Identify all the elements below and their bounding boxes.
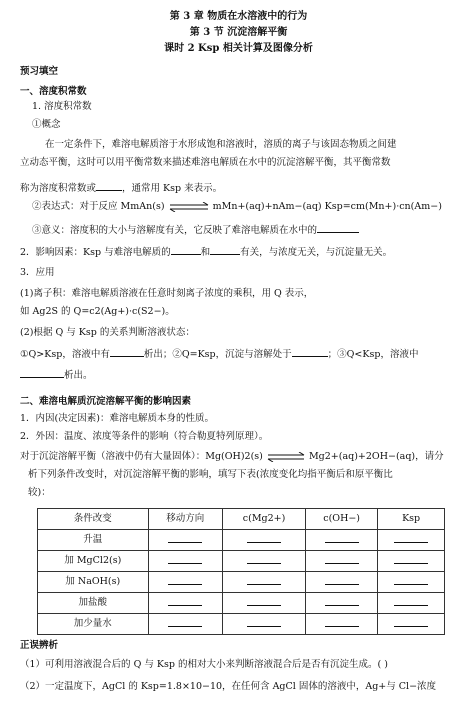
table-row: [38, 614, 445, 635]
judge-line: (2)根据 Q 与 Ksp 的关系判断溶液状态：: [20, 327, 195, 338]
answer-blank: [325, 575, 359, 585]
comparison-line-2: [20, 368, 457, 383]
row-condition: 加盐酸: [38, 593, 149, 614]
blank-meaning: [317, 223, 359, 233]
cmp-b: 析出；②Q=Ksp，沉淀与溶解处于: [143, 349, 292, 360]
section-title: 第 3 节 沉淀溶解平衡: [189, 27, 288, 38]
lesson-title: 课时 2 Ksp 相关计算及图像分析: [164, 43, 313, 54]
expression-right: mMn+(aq)+nAm−(aq) Ksp=cm(Mn+)·cn(Am−): [212, 201, 442, 212]
ion-product-line-2: 如 Ag2S 的 Q=c2(Ag+)·c(S2−)。: [20, 306, 175, 317]
example-1b: Mg2+(aq)+2OH−(aq)，请分: [308, 451, 444, 462]
sub1-label: 1. 溶度积常数: [32, 101, 92, 112]
errors-heading: 正误辨析: [20, 640, 59, 651]
part2-heading: 二、难溶电解质沉淀溶解平衡的影响因素: [20, 396, 192, 407]
answer-blank: [168, 533, 202, 543]
table-header: 移动方向: [148, 509, 222, 530]
table-row: [38, 572, 445, 593]
expression-line: [32, 201, 457, 214]
meaning-text: ③意义：溶度积的大小与溶解度有关，它反映了难溶电解质在水中的: [32, 225, 318, 236]
error-item-1: （1）可利用溶液混合后的 Q 与 Ksp 的相对大小来判断溶液混合后是否有沉淀生成。( ): [20, 659, 388, 670]
condition-table: [37, 508, 445, 635]
expression-left: ②表达式：对于反应 MmAn(s): [32, 201, 165, 212]
factor-b: 和: [200, 247, 211, 258]
preview-heading: 预习填空: [20, 66, 59, 77]
blank-cmp-2: [292, 347, 328, 357]
cmp-a: ①Q>Ksp，溶液中有: [20, 349, 110, 360]
answer-blank: [247, 554, 281, 564]
cmp-c: ；③Q<Ksp，溶液中: [327, 349, 419, 360]
answer-blank: [247, 575, 281, 585]
concept-line-3a: 称为溶度积常数或: [20, 183, 97, 194]
answer-blank: [394, 617, 428, 627]
chapter-title: 第 3 章 物质在水溶液中的行为: [169, 11, 308, 22]
factor-line: [20, 245, 457, 260]
factor-c: 有关，与浓度无关，与沉淀量无关。: [240, 247, 393, 258]
table-header: 条件改变: [38, 509, 149, 530]
apply-label: 3．应用: [20, 267, 55, 278]
answer-blank: [325, 533, 359, 543]
answer-blank: [247, 617, 281, 627]
table-header: c(Mg2+): [223, 509, 306, 530]
concept-line-3b: ，通常用 Ksp 来表示。: [122, 183, 223, 194]
internal-factor: 1．内因(决定因素)：难溶电解质本身的性质。: [20, 413, 214, 424]
answer-blank: [325, 617, 359, 627]
answer-blank: [394, 533, 428, 543]
equilibrium-arrow-icon: [168, 202, 210, 212]
blank-cmp-3: [20, 368, 64, 378]
answer-blank: [168, 575, 202, 585]
answer-blank: [168, 617, 202, 627]
table-header: c(OH−): [306, 509, 378, 530]
answer-blank: [247, 596, 281, 606]
comparison-line-1: [20, 347, 457, 362]
answer-blank: [168, 596, 202, 606]
concept-line-2: 立动态平衡，这时可以用平衡常数来描述难溶电解质在水中的沉淀溶解平衡，其平衡常数: [20, 157, 391, 168]
equilibrium-arrow-icon-2: [266, 452, 306, 462]
table-header-row: [38, 509, 445, 530]
answer-blank: [325, 596, 359, 606]
meaning-line: [32, 223, 457, 238]
error-item-2: （2）一定温度下，AgCl 的 Ksp=1.8×10−10，在任何含 AgCl 固体的溶液中，Ag+与 Cl−浓度: [20, 681, 437, 692]
row-condition: 加 NaOH(s): [38, 572, 149, 593]
factor-a: 2．影响因素：Ksp 与难溶电解质的: [20, 247, 171, 258]
answer-blank: [247, 533, 281, 543]
ion-product-line-1: (1)离子积：难溶电解质溶液在任意时刻离子浓度的乘积，用 Q 表示，: [20, 288, 314, 299]
table-row: [38, 593, 445, 614]
concept-line-3: [20, 181, 457, 196]
table-header: Ksp: [378, 509, 445, 530]
example-line-2: 析下列条件改变时，对沉淀溶解平衡的影响，填写下表(浓度变化均指平衡后和原平衡比: [28, 469, 393, 480]
concept-label: ①概念: [32, 119, 61, 130]
example-line-3: 较)：: [28, 487, 51, 498]
blank-factor-1: [171, 245, 201, 255]
answer-blank: [394, 554, 428, 564]
row-condition: 加 MgCl2(s): [38, 551, 149, 572]
example-line-1: [20, 451, 457, 464]
blank-factor-2: [210, 245, 240, 255]
concept-line-1: 在一定条件下，难溶电解质溶于水形成饱和溶液时，溶质的离子与该固态物质之间建: [45, 139, 397, 150]
answer-blank: [168, 554, 202, 564]
row-condition: 升温: [38, 530, 149, 551]
external-factor: 2．外因：温度、浓度等条件的影响（符合勒夏特列原理）。: [20, 431, 269, 442]
answer-blank: [325, 554, 359, 564]
table-row: [38, 530, 445, 551]
answer-blank: [394, 596, 428, 606]
blank-cmp-1: [110, 347, 144, 357]
table-row: [38, 551, 445, 572]
part1-heading: 一、溶度积常数: [20, 86, 87, 97]
blank-solubility-product: [96, 181, 122, 191]
example-1a: 对于沉淀溶解平衡（溶液中仍有大量固体）：Mg(OH)2(s): [20, 451, 263, 462]
cmp-d: 析出。: [64, 370, 93, 381]
answer-blank: [394, 575, 428, 585]
row-condition: 加少量水: [38, 614, 149, 635]
